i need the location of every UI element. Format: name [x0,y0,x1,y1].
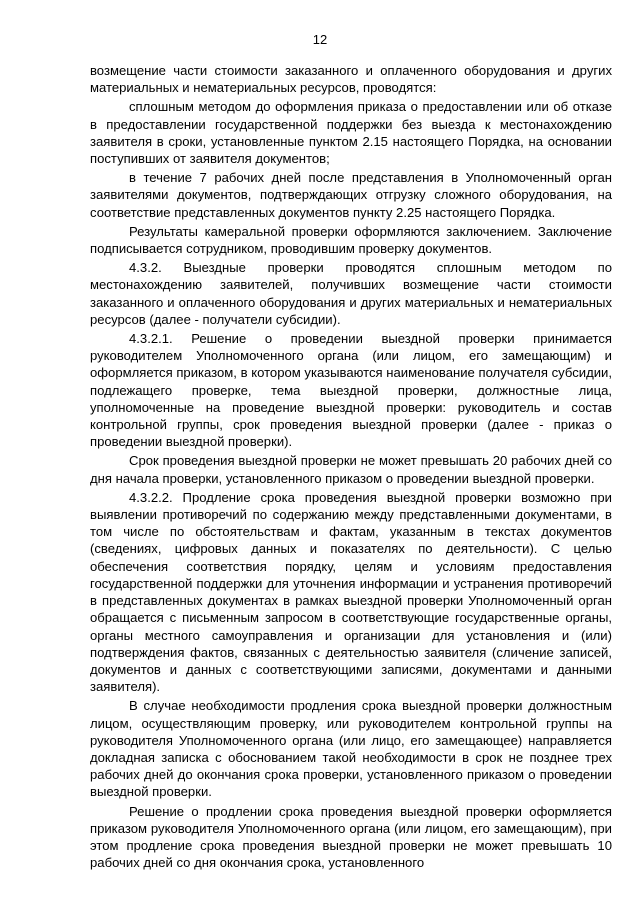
paragraph-4-3-2-1: 4.3.2.1. Решение о проведении выездной проверки принимается руководителем Уполномоченного органа (или лицом, его замещающим) и оформляется приказом, в котором указываются наименование получателя субсидии, подлежащего проверке, тема выездной проверки, должностные лица, уполномоченные на проведение выездной проверки: руководитель и состав контрольной группы, срок проведения выездной проверки (далее - приказ о проведении выездной проверки). [90,331,612,450]
document-body [90,62,612,873]
paragraph-4-3-2-2: 4.3.2.2. Продление срока проведения выездной проверки возможно при выявлении противоречий по содержанию между представленными документами, в том числе по обстоятельствам и фактам, указанным в текстах документов (сведениях, цифровых данных и показателях по деятельности). С целью обеспечения соответствия порядку, целям и условиям предоставления государственной поддержки для уточнения информации и устранения противоречий в представленных документах в рамках выездной проверки Уполномоченный орган обращается с письменным запросом в соответствующие государственные органы, органы местного самоуправления и организации для установления и (или) подтверждения фактов, связанных с деятельностью заявителя (сличение записей, документов и данных с соответствующими записями, документами и данными заявителя). [90,489,612,695]
paragraph-seven-days: в течение 7 рабочих дней после представления в Уполномоченный орган заявителями документов, подтверждающих отгрузку сложного оборудования, на соответствие представленных документов пункту 2.25 настоящего Порядка. [90,170,612,220]
paragraph-desk-results: Результаты камеральной проверки оформляются заключением. Заключение подписывается сотрудником, проводившим проверку документов. [90,223,612,257]
paragraph-extension-decision: Решение о продлении срока проведения выездной проверки оформляется приказом руководителя Уполномоченного органа (или лицом, его замещающим), при этом продление срока проведения выездной проверки не может превышать 10 рабочих дней со дня окончания срока, установленного [90,803,612,871]
paragraph-desk-method: сплошным методом до оформления приказа о предоставлении или об отказе в предоставлении государственной поддержки без выезда к местонахождению заявителя в сроки, установленные пунктом 2.15 настоящего Порядка, на основании поступивших от заявителя документов; [90,99,612,167]
paragraph-inspection-term: Срок проведения выездной проверки не может превышать 20 рабочих дней со дня начала проверки, установленного приказом о проведении выездной проверки. [90,453,612,486]
paragraph-4-3-2: 4.3.2. Выездные проверки проводятся сплошным методом по местонахождению заявителей, получивших возмещение части стоимости заказанного и оплаченного оборудования и других материальных и нематериальных ресурсов (далее - получатели субсидии). [90,260,612,327]
page-number: 12 [312,32,328,47]
paragraph-extension-need: В случае необходимости продления срока выездной проверки должностным лицом, осуществляющим проверку, или руководителем контрольной группы на руководителя Уполномоченного органа (или лицо, его замещающее) направляется докладная записка с обоснованием такой необходимости в срок не позднее трех рабочих дней до окончания срока проверки, установленного приказом о проведении выездной проверки. [90,698,612,800]
paragraph-continuation: возмещение части стоимости заказанного и оплаченного оборудования и других материальных и нематериальных ресурсов, проводятся: [90,63,612,96]
